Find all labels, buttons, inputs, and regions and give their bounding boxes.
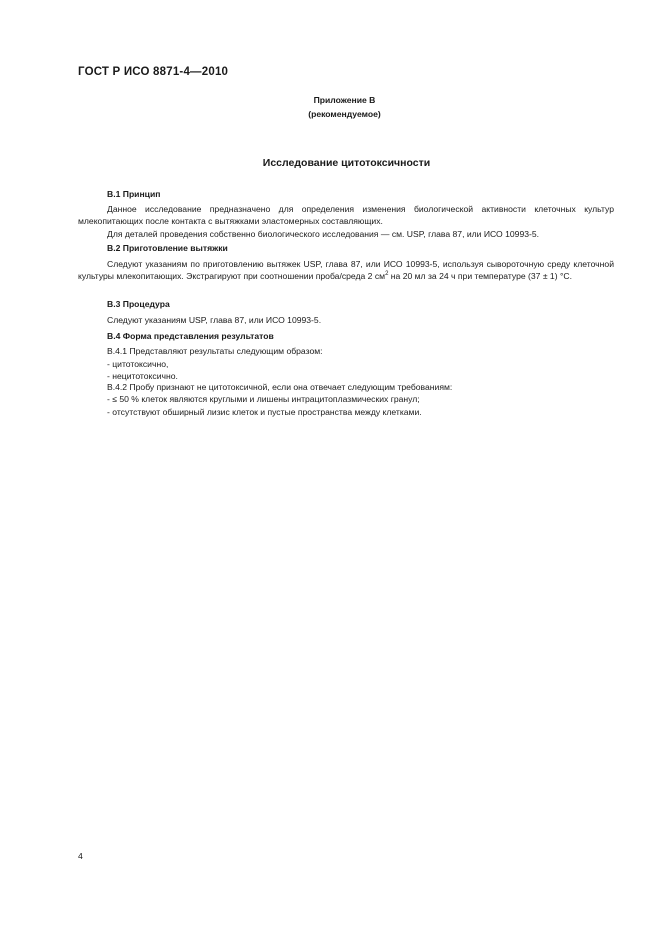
section-b3-heading: В.3 Процедура bbox=[107, 299, 170, 309]
main-title: Исследование цитотоксичности bbox=[262, 157, 431, 169]
standard-header: ГОСТ Р ИСО 8871-4—2010 bbox=[78, 66, 229, 78]
section-b1-paragraph-2-text: Для деталей проведения собственно биологического исследования — см. USP, глава 87, или ИСО 10993-5. bbox=[107, 229, 540, 239]
section-b4-heading: В.4 Форма представления результатов bbox=[107, 331, 274, 341]
section-b4-line-4: В.4.2 Пробу признают не цитотоксичной, если она отвечает следующим требованиям: bbox=[107, 382, 453, 392]
section-b1-paragraph-2 bbox=[78, 228, 614, 240]
section-b2-paragraph bbox=[78, 258, 614, 283]
section-b4-line-3: - нецитотоксично. bbox=[107, 371, 178, 381]
page-number: 4 bbox=[78, 851, 83, 861]
section-b4-line-2: - цитотоксично, bbox=[107, 359, 169, 369]
annex-title: Приложение В bbox=[313, 95, 376, 105]
section-b1-paragraph-1-text: Данное исследование предназначено для определения изменения биологической активности клеточных культур млекопитающих после контакта с вытяжками эластомерных составляющих. bbox=[78, 204, 614, 227]
section-b2-paragraph-text-a: Следуют указаниям по приготовлению вытяжек USP, глава 87, или ИСО 10993-5, используя сывороточную среду клеточной культуры млекопитающих. Экстрагируют при соотношении проба/среда 2 см bbox=[78, 259, 614, 282]
section-b2-superscript: 2 bbox=[385, 271, 389, 278]
section-b4-line-1: В.4.1 Представляют результаты следующим образом: bbox=[107, 346, 323, 356]
section-b3-paragraph bbox=[78, 314, 614, 326]
section-b1-paragraph-1 bbox=[78, 203, 614, 228]
section-b4-line-5: - ≤ 50 % клеток являются круглыми и лишены интрацитоплазмических гранул; bbox=[107, 394, 420, 404]
section-b4-line-6: - отсутствуют обширный лизис клеток и пустые пространства между клетками. bbox=[107, 407, 422, 417]
annex-note: (рекомендуемое) bbox=[308, 109, 381, 119]
section-b2-paragraph-text-b: на 20 мл за 24 ч при температуре (37 ± 1) °С. bbox=[388, 271, 572, 282]
section-b3-paragraph-text: Следуют указаниям USP, глава 87, или ИСО 10993-5. bbox=[107, 315, 322, 325]
section-b2-heading: В.2 Приготовление вытяжки bbox=[107, 243, 228, 253]
section-b1-heading: В.1 Принцип bbox=[107, 189, 161, 199]
